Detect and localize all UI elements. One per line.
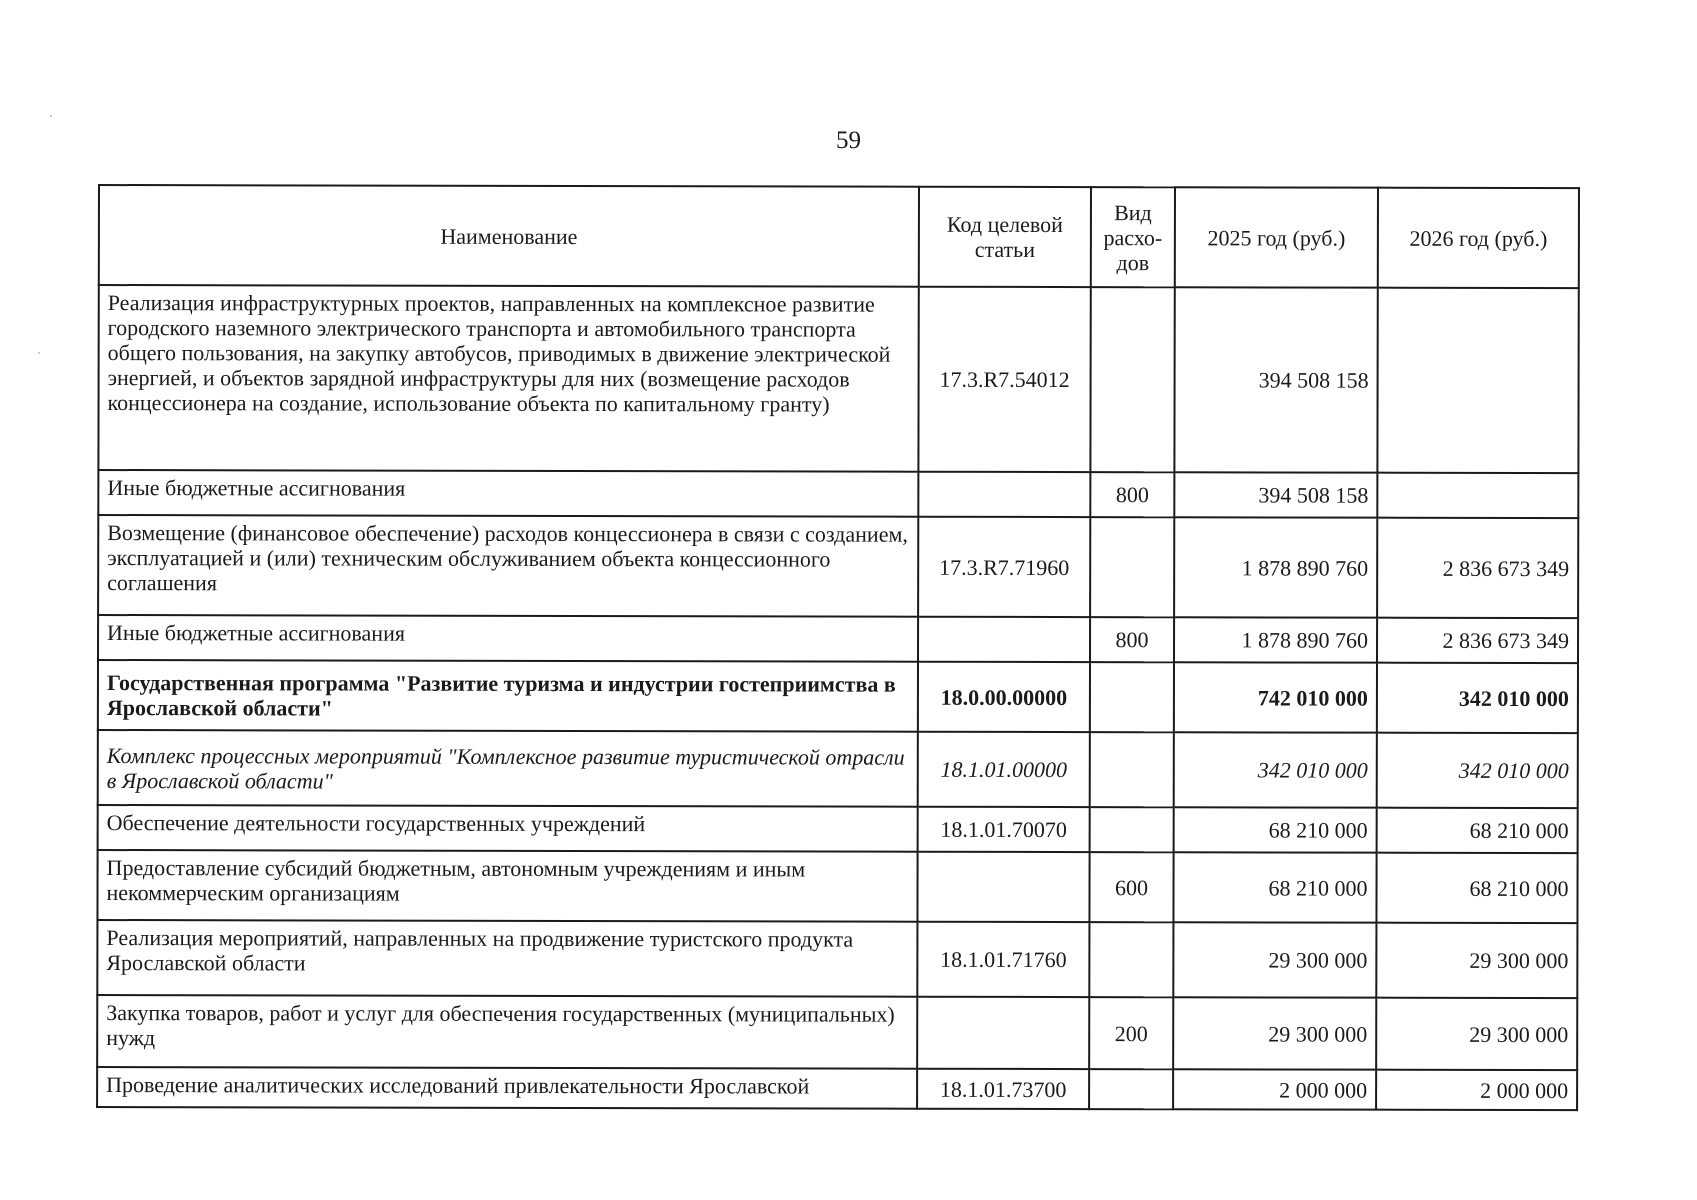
cell-2026: 29 300 000 (1376, 998, 1577, 1070)
cell-name: Проведение аналитических исследований привлекательности Ярославской (97, 1067, 917, 1109)
cell-code (918, 617, 1090, 662)
cell-code: 18.1.01.00000 (918, 732, 1090, 807)
cell-2026: 68 210 000 (1377, 808, 1578, 853)
table-row (98, 730, 1578, 808)
cell-name: Закупка товаров, работ и услуг для обеспечения государственных (муниципальных) нужд (97, 995, 917, 1069)
cell-2026: 342 010 000 (1377, 663, 1578, 733)
cell-kind (1090, 732, 1174, 807)
cell-kind: 800 (1090, 617, 1174, 662)
header-name: Наименование (99, 185, 919, 287)
table-header (99, 185, 1579, 288)
cell-2025: 742 010 000 (1174, 662, 1377, 732)
cell-code (918, 472, 1090, 517)
header-2025: 2025 год (руб.) (1175, 187, 1378, 287)
cell-2025: 29 300 000 (1173, 997, 1376, 1069)
cell-2026: 2 836 673 349 (1377, 518, 1578, 618)
cell-kind (1089, 1069, 1173, 1109)
cell-name: Предоставление субсидий бюджетным, автономным учреждениям и иным некоммерческим организациям (97, 850, 917, 922)
cell-2026: 29 300 000 (1376, 923, 1577, 998)
cell-2025: 2 000 000 (1173, 1069, 1376, 1109)
cell-2026 (1377, 473, 1578, 518)
scan-speck (38, 352, 40, 354)
cell-code: 18.0.00.00000 (918, 662, 1090, 732)
cell-name: Возмещение (финансовое обеспечение) расходов концессионера в связи с созданием, эксплуатацией и (или) техническим обслуживанием объекта концессионного соглашения (98, 515, 918, 617)
cell-name: Иные бюджетные ассигнования (98, 615, 918, 662)
cell-kind (1090, 517, 1174, 617)
cell-kind (1090, 807, 1174, 852)
cell-code: 18.1.01.71760 (917, 922, 1089, 997)
cell-name: Реализация инфраструктурных проектов, направленных на комплексное развитие городского наземного электрического транспорта и автомобильного транспорта общего пользования, на закупку автобусов, приводимых в движение электрической энергией, и объектов зарядной инфраструктуры для них (возмещение расходов концессионера на создание, использование объекта по капитальному гранту) (98, 285, 918, 472)
header-2026: 2026 год (руб.) (1378, 188, 1579, 288)
cell-kind (1090, 662, 1174, 732)
scan-speck (50, 115, 52, 117)
cell-kind: 600 (1089, 852, 1173, 922)
cell-2025: 29 300 000 (1173, 922, 1376, 997)
cell-2025: 1 878 890 760 (1174, 617, 1377, 662)
cell-name: Государственная программа "Развитие туризма и индустрии гостеприимства в Ярославской области" (98, 660, 918, 732)
table-row (98, 615, 1578, 663)
cell-name: Обеспечение деятельности государственных учреждений (98, 805, 918, 852)
cell-2025: 394 508 158 (1174, 472, 1377, 517)
budget-table (96, 184, 1580, 1111)
cell-2025: 394 508 158 (1174, 287, 1377, 472)
cell-code (917, 997, 1089, 1069)
table-row (98, 470, 1578, 518)
cell-2026 (1377, 288, 1578, 473)
header-code: Код целевой статьи (919, 187, 1091, 287)
table-row (97, 920, 1577, 998)
cell-2026: 2 000 000 (1376, 1070, 1577, 1110)
cell-2026: 342 010 000 (1377, 733, 1578, 808)
cell-code (917, 852, 1089, 922)
cell-name: Комплекс процессных мероприятий "Комплексное развитие туристической отрасли в Ярославской области" (98, 730, 918, 807)
table-row (98, 285, 1578, 473)
table-row (98, 660, 1578, 733)
header-kind: Вид расхо-дов (1091, 187, 1175, 287)
header-row (99, 185, 1579, 288)
table-row (97, 995, 1577, 1070)
cell-2025: 342 010 000 (1174, 732, 1377, 807)
cell-kind (1089, 922, 1173, 997)
cell-code: 17.3.R7.54012 (918, 287, 1090, 472)
cell-2026: 68 210 000 (1376, 853, 1577, 923)
cell-kind (1090, 287, 1174, 472)
page-number: 59 (836, 127, 861, 154)
cell-code: 18.1.01.73700 (917, 1069, 1089, 1109)
cell-2025: 68 210 000 (1173, 852, 1376, 922)
table-row (97, 850, 1577, 923)
cell-2025: 68 210 000 (1174, 807, 1377, 852)
cell-name: Реализация мероприятий, направленных на продвижение туристского продукта Ярославской области (97, 920, 917, 997)
table-row (97, 1067, 1577, 1110)
cell-name: Иные бюджетные ассигнования (98, 470, 918, 517)
cell-code: 18.1.01.70070 (918, 807, 1090, 852)
cell-2026: 2 836 673 349 (1377, 618, 1578, 663)
table-row (98, 515, 1578, 618)
table-body (97, 285, 1579, 1110)
cell-kind: 200 (1089, 997, 1173, 1069)
cell-code: 17.3.R7.71960 (918, 517, 1090, 617)
cell-2025: 1 878 890 760 (1174, 517, 1377, 617)
cell-kind: 800 (1090, 472, 1174, 517)
table-row (98, 805, 1578, 853)
